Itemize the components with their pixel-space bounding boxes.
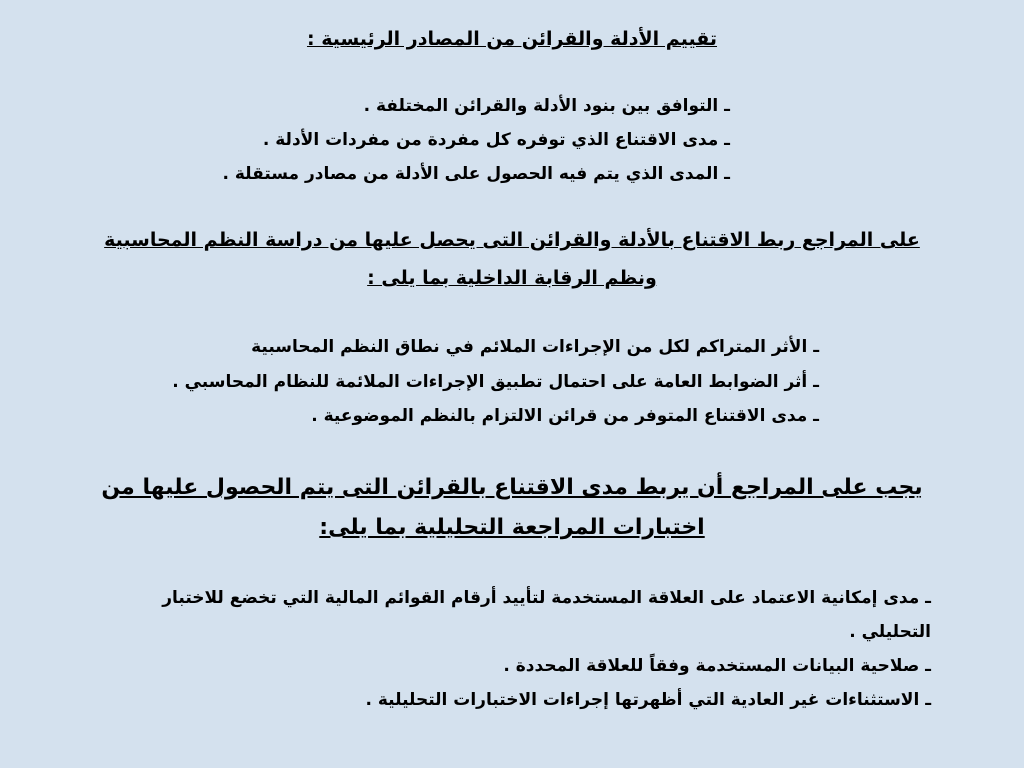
section3-item-3: ـ الاستثناءات غير العادية التي أظهرتها إجراءات الاختبارات التحليلية . [365,690,931,710]
section3-heading-line1: يجب على المراجع أن يربط مدى الاقتناع بالقرائن التى يتم الحصول عليها من [101,475,923,500]
section3-item-1-line1: ـ مدى إمكانية الاعتماد على العلاقة المستخدمة لتأييد أرقام القوائم المالية التي تخضع للاختبار [162,588,931,608]
section2-item-3: ـ مدى الاقتناع المتوفر من قرائن الالتزام بالنظم الموضوعية . [311,406,819,426]
section3-item-2: ـ صلاحية البيانات المستخدمة وفقاً للعلاقة المحددة . [503,656,931,676]
section3-heading-line2: اختبارات المراجعة التحليلية بما يلى: [319,515,705,540]
section1-item-3: ـ المدى الذي يتم فيه الحصول على الأدلة من مصادر مستقلة . [222,164,730,184]
section1-item-1: ـ التوافق بين بنود الأدلة والقرائن المختلفة . [363,96,730,116]
section2-heading-line2: ونظم الرقابة الداخلية بما يلى : [367,267,657,289]
section2-item-1: ـ الأثر المتراكم لكل من الإجراءات الملائم في نطاق النظم المحاسبية [251,337,819,357]
section1-item-2: ـ مدى الاقتناع الذي توفره كل مفردة من مفردات الأدلة . [262,130,730,150]
section1-title: تقييم الأدلة والقرائن من المصادر الرئيسية : [306,28,718,50]
section2-heading-line1: على المراجع ربط الاقتناع بالأدلة والقرائن التى يحصل عليها من دراسة النظم المحاسبية [104,229,920,251]
section2-item-2: ـ أثر الضوابط العامة على احتمال تطبيق الإجراءات الملائمة للنظام المحاسبي . [172,372,819,392]
section3-item-1-line2: التحليلي . [849,622,931,642]
